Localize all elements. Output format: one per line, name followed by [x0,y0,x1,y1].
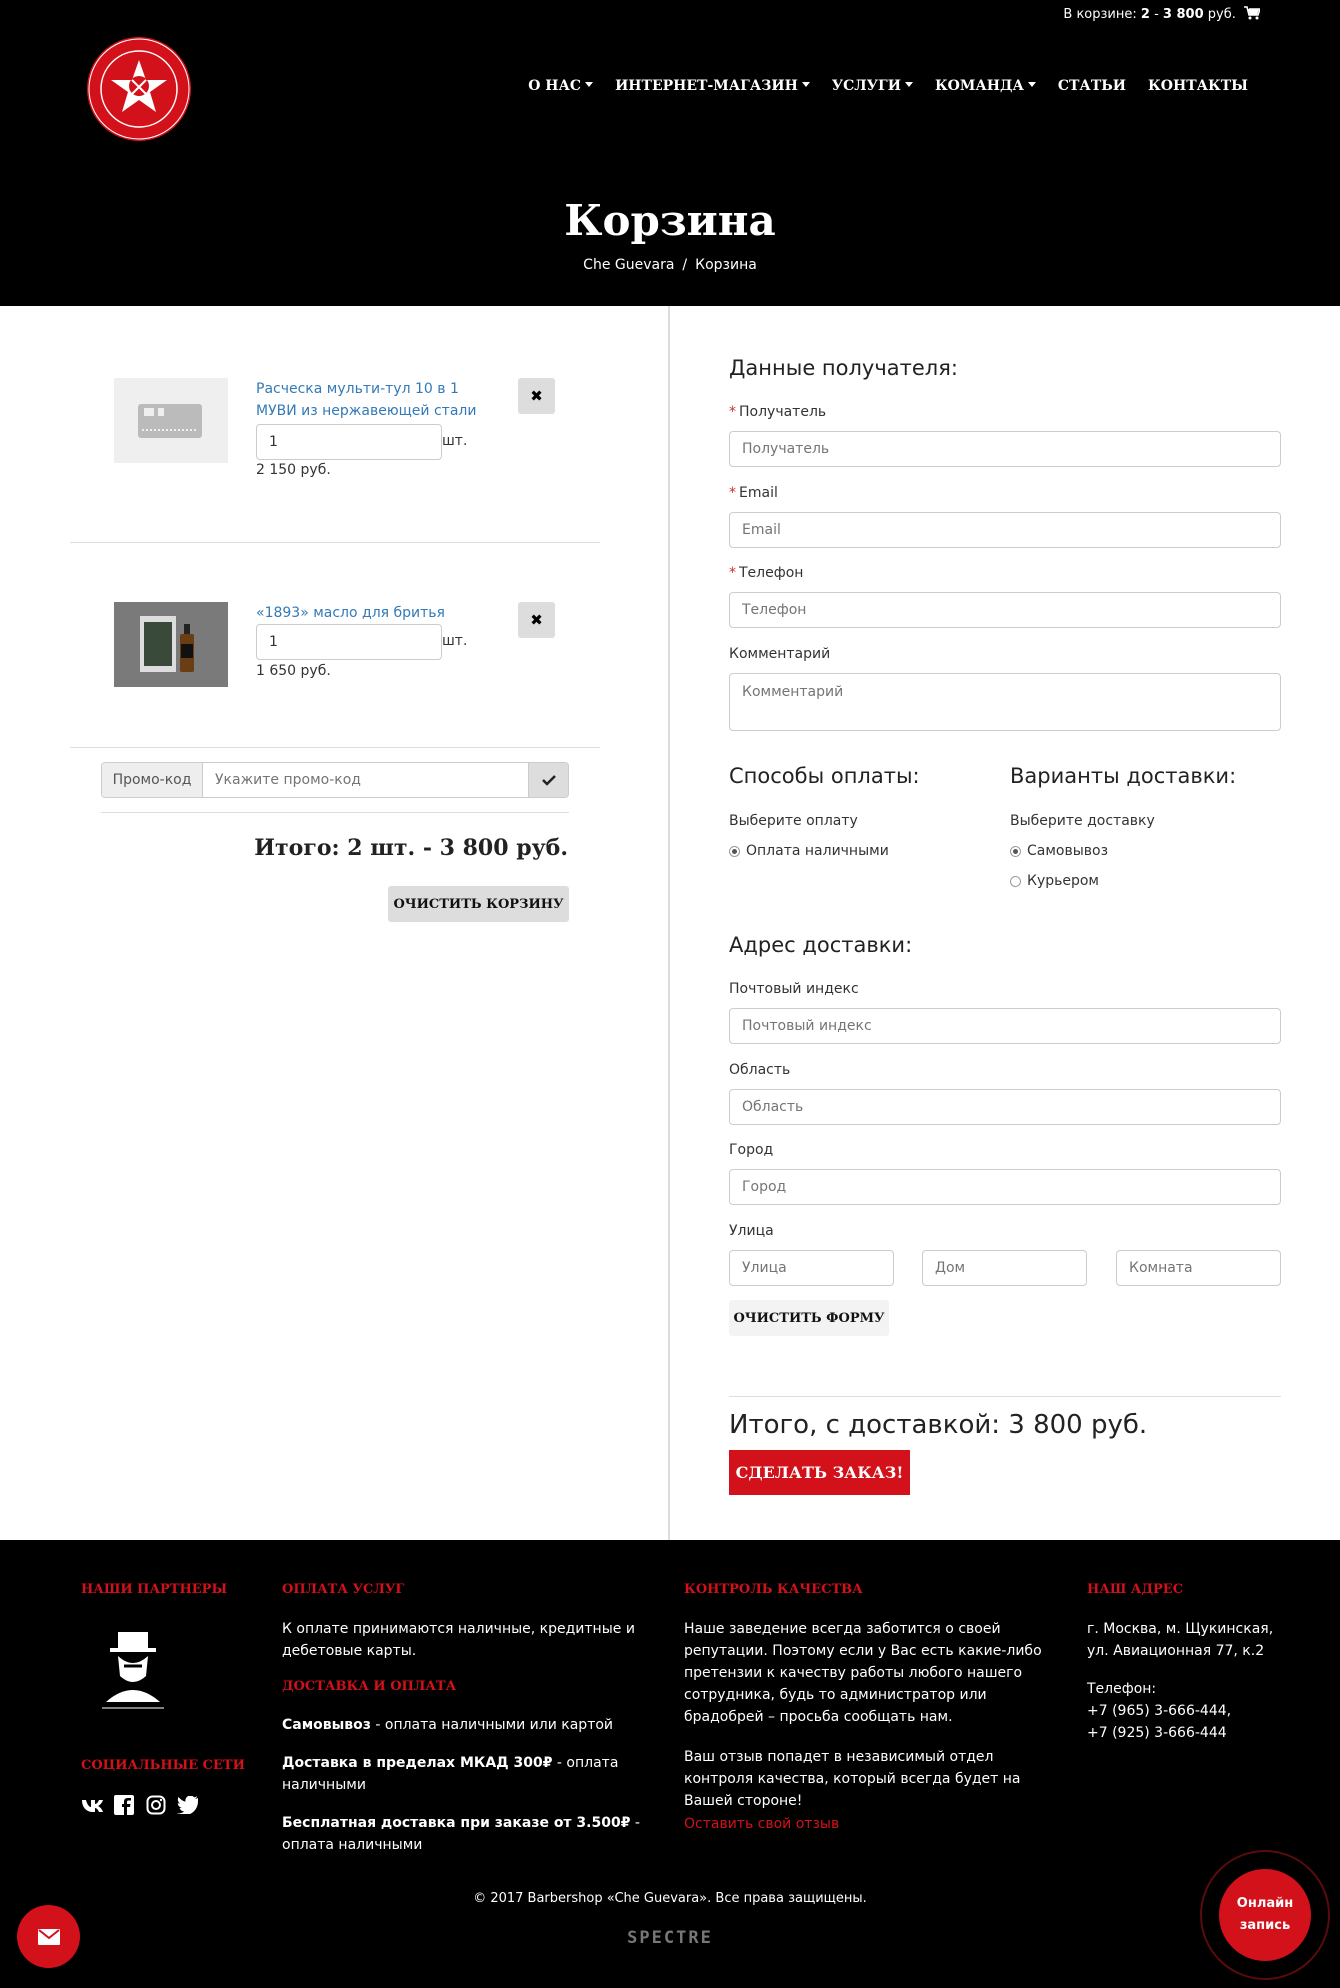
online-booking-line2: запись [1239,1918,1291,1933]
quantity-input[interactable] [256,624,442,660]
recipient-label-text: Получатель [739,404,827,420]
required-mark: * [729,485,736,501]
promo-divider [101,812,569,813]
delivery-option-pickup[interactable] [1010,843,1108,859]
delivery-label: Выберите доставку [1010,813,1155,829]
nav-item-5[interactable] [1148,78,1248,94]
clear-cart-button[interactable]: ОЧИСТИТЬ КОРЗИНУ [388,886,569,922]
zip-input[interactable] [729,1008,1281,1044]
apply-promo-button[interactable] [528,763,568,797]
payment-services-heading: ОПЛАТА УСЛУГ [282,1582,405,1597]
mail-icon [38,1929,60,1945]
delivery-item [282,1812,662,1856]
close-icon: ✖ [530,611,543,629]
place-order-button[interactable]: СДЕЛАТЬ ЗАКАЗ! [729,1450,910,1495]
item-divider [70,542,600,543]
online-booking-badge[interactable] [1219,1869,1311,1961]
cart-sum: 3 800 [1162,7,1204,22]
product-price: 1 650 руб. [256,663,331,679]
delivery-option-courier[interactable] [1010,873,1099,889]
cart-total: Итого: 2 шт. - 3 800 руб. [254,835,568,861]
nav-item-0[interactable] [528,78,593,94]
copyright: © 2017 Barbershop «Che Guevara». Все права защищены. [473,1891,867,1906]
breadcrumb [0,257,1340,273]
vk-icon[interactable] [81,1794,103,1816]
cart-item [114,378,564,488]
social-links [81,1794,199,1816]
nav-item-label: О НАС [528,78,582,94]
delivery-payment-heading: ДОСТАВКА И ОПЛАТА [282,1679,457,1694]
chevron-down-icon [802,82,810,87]
promo-code-label: Промо-код [102,763,203,797]
email-label-text: Email [739,485,778,501]
chevron-down-icon [1028,82,1036,87]
instagram-icon[interactable] [145,1794,167,1816]
phone-number[interactable]: +7 (925) 3-666-444 [1087,1725,1227,1741]
delivery-heading: Варианты доставки: [1010,764,1237,788]
nav-item-1[interactable] [615,78,810,94]
required-mark: * [729,404,736,420]
recipient-heading: Данные получателя: [729,356,958,380]
shopping-cart-icon [1244,6,1260,20]
phone-label: Телефон: [1087,1681,1157,1697]
chevron-down-icon [585,82,593,87]
page-title: Корзина [564,196,776,245]
delivery-item-title: Самовывоз [282,1717,371,1733]
delivery-item [282,1714,662,1736]
partners-heading: НАШИ ПАРТНЕРЫ [81,1582,228,1597]
radio-button[interactable] [729,846,740,857]
street-label: Улица [729,1223,774,1239]
quality-text: Наше заведение всегда заботится о своей репутации. Поэтому если у Вас есть какие-либо претензии к качеству работы любого нашего сотрудника, будь то администратор или брадобрей – просьба сообщать нам. [684,1621,1042,1725]
product-name-link[interactable]: Расческа мульти-тул 10 в 1 МУВИ из нержавеющей стали [256,381,477,419]
nav-item-label: ИНТЕРНЕТ-МАГАЗИН [615,78,798,94]
phone-number[interactable]: +7 (965) 3-666-444, [1087,1703,1232,1719]
quantity-unit: шт. [442,633,468,649]
payment-label: Выберите оплату [729,813,858,829]
nav-item-label: КОНТАКТЫ [1148,78,1248,94]
payment-services-text: К оплате принимаются наличные, кредитные и дебетовые карты. [282,1621,635,1659]
facebook-icon[interactable] [113,1794,135,1816]
order-total: Итого, с доставкой: 3 800 руб. [729,1410,1148,1440]
barbershop-logo[interactable] [86,36,192,142]
recipient-input[interactable] [729,431,1281,467]
delivery-item-desc: - оплата наличными [282,1755,619,1793]
cart-currency: руб. [1203,7,1236,22]
online-booking-button[interactable] [1200,1850,1330,1980]
delivery-item-title: Доставка в пределах МКАД 300₽ [282,1755,553,1771]
quantity-unit: шт. [442,433,468,449]
payment-option-cash[interactable] [729,843,889,859]
developer-logo[interactable]: SPECTRE [627,1928,713,1948]
region-label: Область [729,1062,791,1078]
delivery-item [282,1752,662,1796]
remove-item-button[interactable] [518,602,555,638]
phone-label-text: Телефон [739,565,804,581]
delivery-item-title: Бесплатная доставка при заказе от 3.500₽ [282,1815,631,1831]
breadcrumb-current: Корзина [695,257,757,273]
product-image-oil [114,602,228,687]
cart-item [114,602,564,692]
radio-button[interactable] [1010,876,1021,887]
region-input[interactable] [729,1089,1281,1125]
twitter-icon[interactable] [177,1794,199,1816]
quality-heading: КОНТРОЛЬ КАЧЕСТВА [684,1582,863,1597]
site-footer [0,1540,1340,1988]
promo-code-group [101,762,569,798]
cart-prefix: В корзине: [1063,7,1141,22]
column-divider [668,306,670,1540]
zip-label: Почтовый индекс [729,981,859,997]
comment-textarea[interactable] [729,673,1281,731]
delivery-option-label: Самовывоз [1027,843,1109,859]
product-price: 2 150 руб. [256,462,331,478]
address-heading: НАШ АДРЕС [1087,1582,1184,1597]
delivery-item-desc: - оплата наличными или картой [370,1717,614,1733]
house-input[interactable] [922,1250,1087,1286]
cart-count: 2 [1140,7,1150,22]
online-booking-line1: Онлайн [1236,1896,1294,1911]
address-heading: Адрес доставки: [729,933,913,957]
social-heading: СОЦИАЛЬНЫЕ СЕТИ [81,1758,245,1773]
cart-dash: - [1149,7,1163,22]
nav-item-label: КОМАНДА [934,78,1024,94]
city-label: Город [729,1142,774,1158]
chevron-down-icon [905,82,913,87]
room-input[interactable] [1116,1250,1281,1286]
nav-item-3[interactable] [935,78,1036,94]
quantity-input[interactable] [256,424,442,460]
nav-item-label: СТАТЬИ [1057,78,1127,94]
city-input[interactable] [729,1169,1281,1205]
phone-input[interactable] [729,592,1281,628]
delivery-option-label: Курьером [1027,873,1099,889]
email-label [729,485,778,501]
payment-heading: Способы оплаты: [729,764,920,788]
check-icon [542,774,556,786]
nav-item-4[interactable] [1058,78,1126,94]
product-name-link[interactable]: «1893» масло для бритья [256,605,445,621]
comment-label: Комментарий [729,646,831,662]
header-cart-summary[interactable] [1063,6,1260,22]
remove-item-button[interactable] [518,378,555,414]
mail-button[interactable] [17,1905,80,1968]
nav-item-label: УСЛУГИ [831,78,901,94]
address-text: г. Москва, м. Щукинская, ул. Авиационная 77, к.2 [1087,1621,1274,1659]
breadcrumb-home[interactable]: Che Guevara [583,257,675,273]
street-input[interactable] [729,1250,894,1286]
leave-review-link[interactable]: Оставить свой отзыв [684,1816,840,1832]
delivery-item-desc: - оплата наличными [282,1815,640,1853]
item-divider [70,747,600,748]
close-icon: ✖ [530,387,543,405]
radio-button[interactable] [1010,846,1021,857]
payment-option-label: Оплата наличными [746,843,889,859]
phone-label [729,565,803,581]
quality-text-secondary: Ваш отзыв попадет в независимый отдел контроля качества, который всегда будет на Вашей стороне! [684,1749,1021,1809]
total-divider [729,1396,1281,1397]
required-mark: * [729,565,736,581]
site-header [0,0,1340,306]
main-nav [528,78,1248,94]
promo-code-input[interactable] [203,763,528,797]
old-gentleman-logo[interactable] [96,1626,170,1716]
breadcrumb-separator: / [682,257,688,273]
clear-form-button[interactable]: ОЧИСТИТЬ ФОРМУ [729,1300,889,1336]
nav-item-2[interactable] [832,78,913,94]
product-image-comb [114,378,228,463]
email-input[interactable] [729,512,1281,548]
recipient-label [729,404,826,420]
